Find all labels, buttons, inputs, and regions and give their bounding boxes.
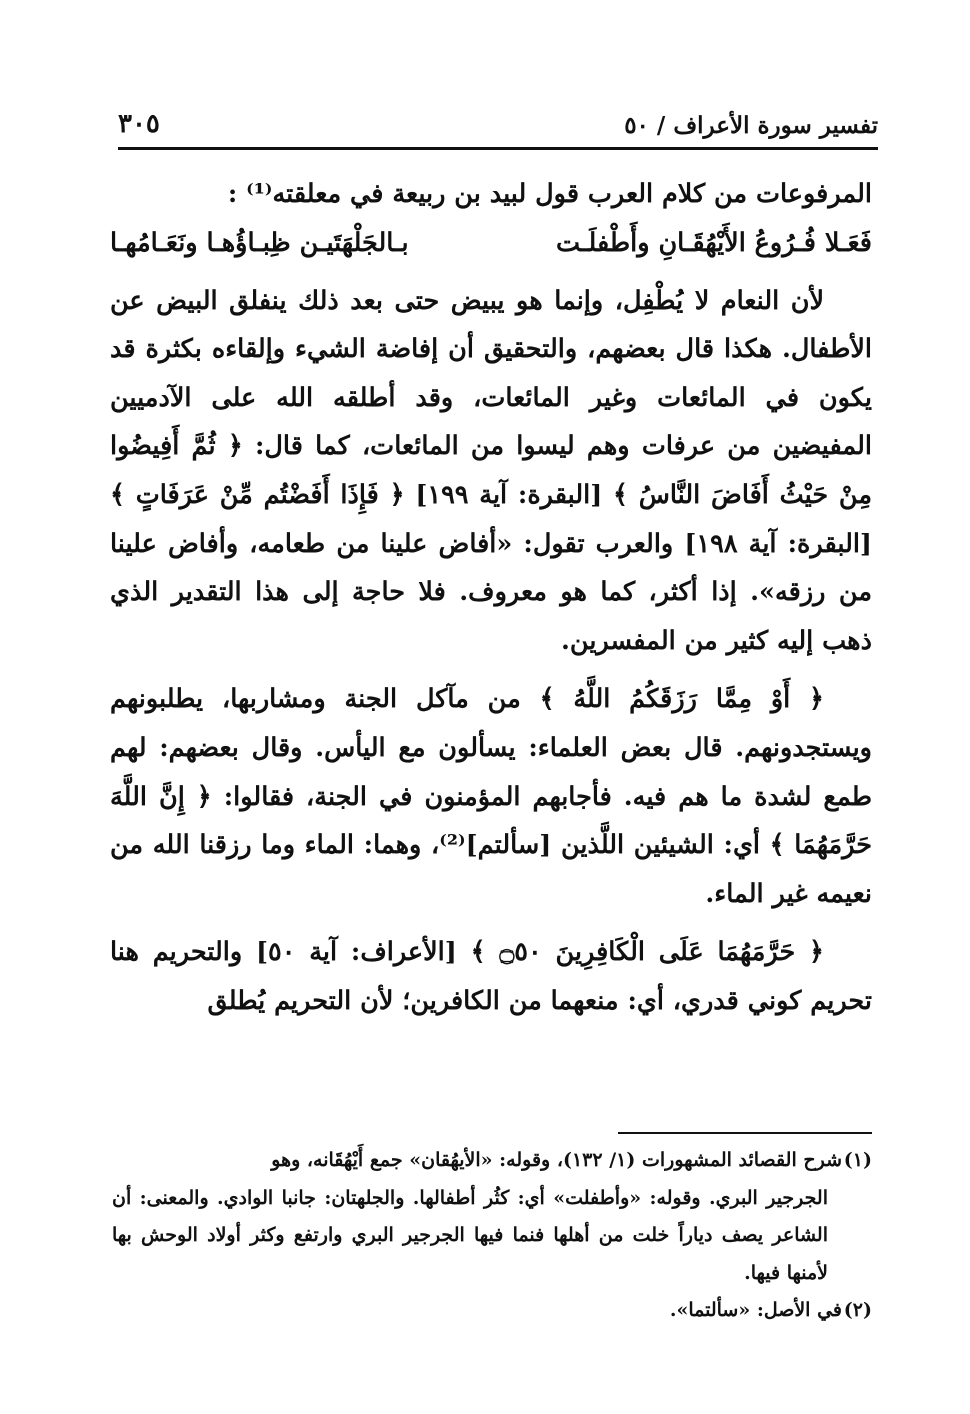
paragraph-intro: المرفوعات من كلام العرب قول لبيد بن ربيعة في معلقته⁽¹⁾ : xyxy=(227,179,872,209)
footnote-separator xyxy=(618,1132,872,1134)
footnote-1-continuation: الجرجير البري. وقوله: «وأطفلت» أي: كثُر أطفالها. والجلهتان: جانبا الوادي. والمعنى: أن الشاعر يصف دياراً خلت من أهلها فنما فيها الجرجير البري وارتفع وكثر أولاد الوحش بها لأمنها فيها. xyxy=(112,1186,828,1284)
footnote-2 xyxy=(112,1292,872,1330)
paragraph-tahrim: ﴿ حَرَّمَهُمَا عَلَى الْكَافِرِينَ ۝٥٠ ﴾ [الأعراف: آية ٥٠] والتحريم هنا تحريم كوني قدري، أي: منعهما من الكافرين؛ لأن التحريم يُطلق xyxy=(110,937,872,1016)
footnote-1-first-line: شرح القصائد المشهورات (١/ ١٣٢)، وقوله: «الأيهُقان» جمع أَيْهُقَانه، وهو xyxy=(271,1149,842,1171)
footnote-2-number: (٢) xyxy=(843,1299,872,1321)
footnotes xyxy=(112,1142,872,1330)
paragraph-ifada: لأن النعام لا يُطْفِل، وإنما هو يبيض حتى بعد ذلك ينفلق البيض عن الأطفال. هكذا قال بعضهم، والتحقيق أن إفاضة الشيء وإلقاءه بكثرة قد يكون في المائعات وغير المائعات، وقد أطلقه الله على الآدميين المفيضين من عرفات وهم ليسوا من المائعات، كما قال: ﴿ ثُمَّ أَفِيضُوا مِنْ حَيْثُ أَفَاضَ النَّاسُ ﴾ [البقرة: آية ١٩٩] ﴿ فَإِذَا أَفَضْتُم مِّنْ عَرَفَاتٍ ﴾ [البقرة: آية ١٩٨] والعرب تقول: «أفاض علينا من طعامه، وأفاض علينا من رزقه». إذا أكثر، كما هو معروف. فلا حاجة إلى هذا التقدير الذي ذهب إليه كثير من المفسرين. xyxy=(110,285,872,656)
paragraph-rizq: ﴿ أَوْ مِمَّا رَزَقَكُمُ اللَّهُ ﴾ من مآكل الجنة ومشاربها، يطلبونهم ويستجدونهم. قال بعض العلماء: يسألون مع اليأس. وقال بعضهم: لهم طمع لشدة ما هم فيه. فأجابهم المؤمنون في الجنة، فقالوا: ﴿ إِنَّ اللَّهَ حَرَّمَهُمَا ﴾ أي: الشيئين اللَّذين [سألتم]⁽²⁾، وهما: الماء وما رزقنا الله من نعيمه غير الماء. xyxy=(110,684,872,909)
poetry-verse xyxy=(110,219,872,267)
page-number: ٣٠٥ xyxy=(118,109,160,139)
verse-second-hemistich: بـالجَلْهَتَيـن ظِبـاؤُهـا ونَعَـامُهـا xyxy=(110,227,409,258)
footnote-1-number: (١) xyxy=(843,1149,872,1171)
verse-first-hemistich: فَعَـلا فُـرُوعُ الأَيْهُقَـانِ وأَطْفلَـت xyxy=(556,227,872,258)
main-text xyxy=(110,170,872,1026)
footnote-2-text: في الأصل: «سألتما». xyxy=(669,1299,842,1321)
running-title: تفسير سورة الأعراف / ٥٠ xyxy=(624,112,878,139)
page-header xyxy=(118,98,878,150)
footnote-1 xyxy=(112,1142,872,1180)
